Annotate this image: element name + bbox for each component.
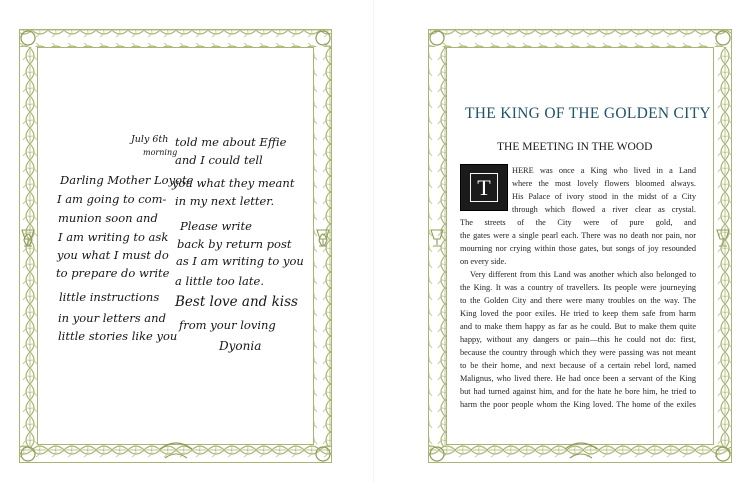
chapter-title: THE MEETING IN THE WOOD xyxy=(497,141,653,153)
story-line: mourning nor crying within those gates, but songs of joy resounded xyxy=(460,244,696,253)
story-line: the King. It was a country of travellers. Its people were journeying xyxy=(460,283,696,292)
letter-signature: Dyonia xyxy=(219,339,262,353)
book-title: THE KING OF THE GOLDEN CITY xyxy=(465,105,711,122)
story-line: the gates were a single pearl each. There was no death nor pain, nor xyxy=(460,231,696,240)
letter-line: you what they meant xyxy=(172,176,295,190)
story-line: because the country through which they were passing was not meant xyxy=(460,348,696,357)
right-ornamental-border xyxy=(375,0,750,482)
right-page xyxy=(375,0,750,482)
letter-date: July 6th xyxy=(131,134,169,145)
story-line: Malignus, who lived there. He had once been a servant of the King xyxy=(460,374,696,383)
letter-line: in your letters and xyxy=(58,311,166,325)
letter-line: in my next letter. xyxy=(175,194,275,208)
letter-line: Best love and kiss xyxy=(175,294,298,310)
story-line: His Palace of ivory stood in the midst of a City xyxy=(512,192,696,201)
letter-line: you what I must do xyxy=(57,248,169,262)
drop-cap-frame xyxy=(470,173,498,202)
story-line: to be their home, and next because of a certain rebel lord, named xyxy=(460,361,696,370)
drop-cap xyxy=(460,164,508,211)
story-line: The streets of the City were of pure gold, and xyxy=(460,218,696,227)
story-line: harm the poor people whom the King loved. The home of the exiles xyxy=(460,400,696,409)
letter-line: as I am writing to you xyxy=(176,254,304,268)
letter-line: a little too late. xyxy=(175,274,264,288)
story-line: where the most lovely flowers bloomed always. xyxy=(512,179,696,188)
letter-line: told me about Effie xyxy=(175,135,287,149)
letter-line: back by return post xyxy=(177,237,292,251)
story-line: but had turned against him, and for the hate he bore him, he tried to xyxy=(460,387,696,396)
story-line: on every side. xyxy=(460,257,507,266)
story-line: to the Golden City and there were many troubles on the way. The xyxy=(460,296,696,305)
letter-line: and I could tell xyxy=(175,153,263,167)
letter-line: I am going to com- xyxy=(57,192,167,206)
letter-line: from your loving xyxy=(179,318,276,332)
story-line: King loved the poor exiles. He tried to keep them safe from harm xyxy=(460,309,696,318)
letter-date-time: morning xyxy=(143,148,178,157)
drop-cap-letter: T xyxy=(477,175,491,200)
letter-line: I am writing to ask xyxy=(58,230,169,244)
letter-line: little instructions xyxy=(59,290,160,304)
letter-line: to prepare do write xyxy=(56,266,170,280)
story-line: and to make them happy as far as he could. But to make them quite xyxy=(460,322,696,331)
story-line: HERE was once a King who lived in a Land xyxy=(512,166,696,175)
letter-line: little stories like you xyxy=(58,329,178,343)
story-line: happy, without any dangers or pain—this he could not do: first, xyxy=(460,335,696,344)
story-line: through which flowed a river clear as crystal. xyxy=(512,205,696,214)
story-line: Very different from this Land was another which also belonged to xyxy=(470,270,696,279)
letter-line: Please write xyxy=(180,219,252,233)
letter-line: munion soon and xyxy=(58,211,158,225)
letter-line: Darling Mother Loyote xyxy=(60,173,194,187)
